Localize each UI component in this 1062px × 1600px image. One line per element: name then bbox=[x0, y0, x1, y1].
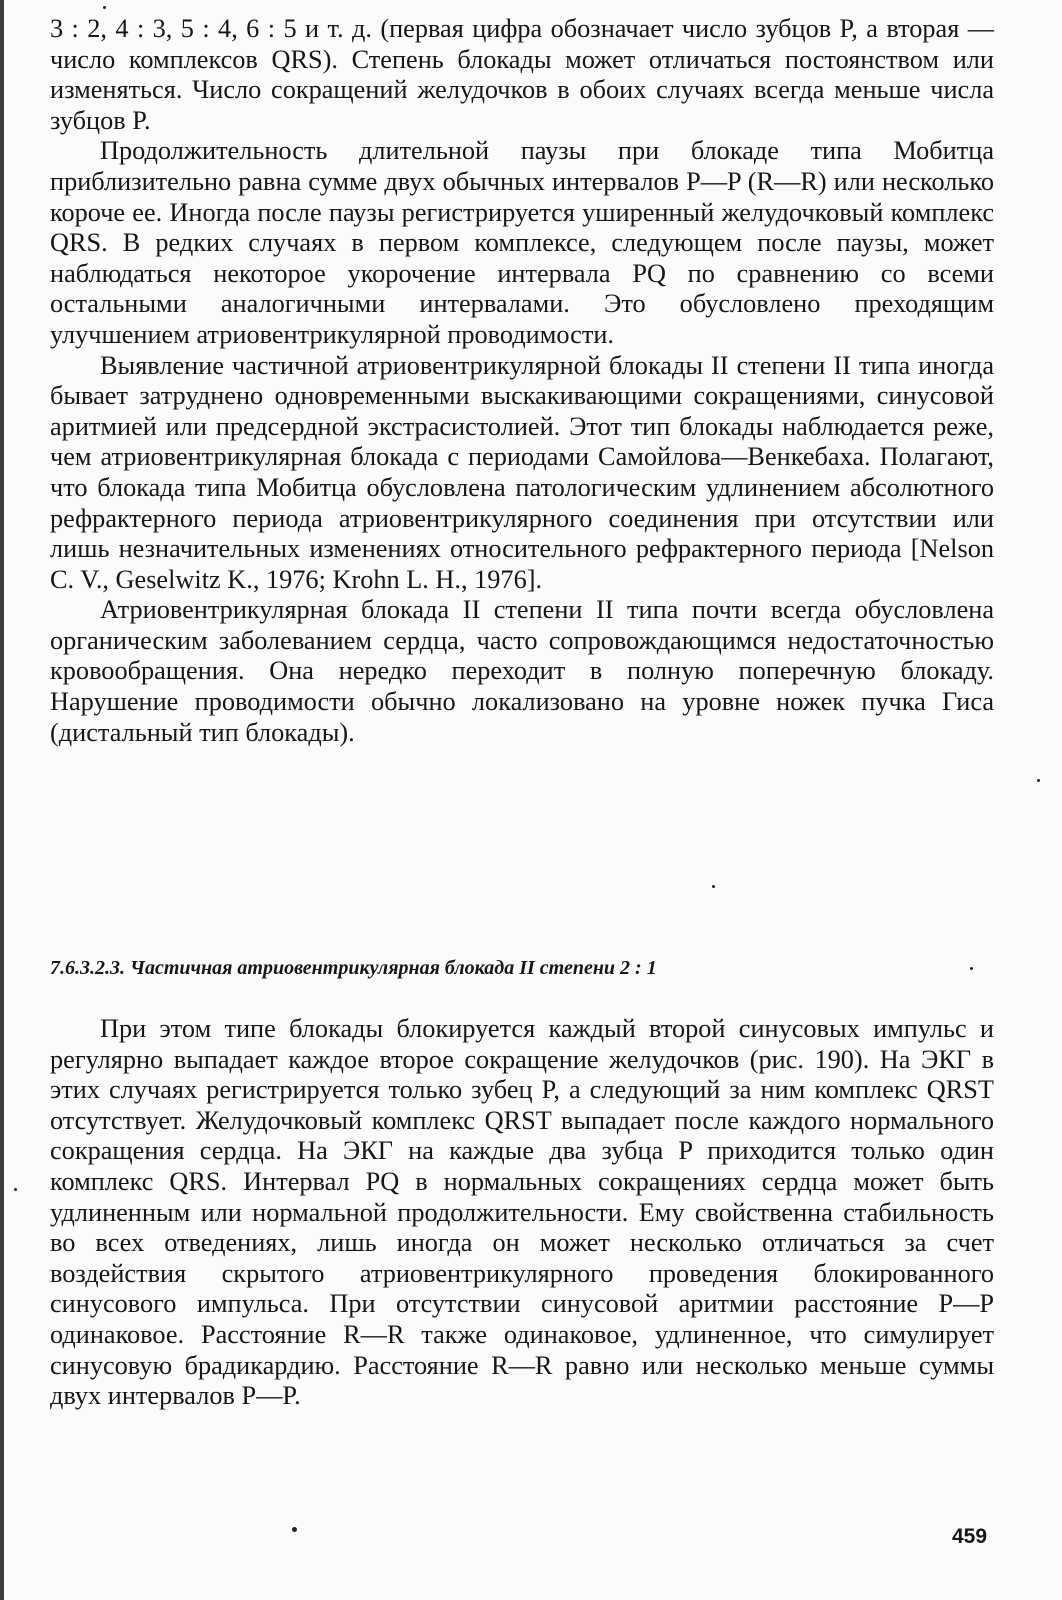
paragraph: Атриовентрикулярная блокада II степени II типа почти всегда обусловлена органическим заболеванием сердца, часто сопровождающимся недостаточностью кровообращения. Она нередко переходит в полную поперечную блокаду. Нарушение проводимости обычно локализовано на уровне ножек пучка Гиса (дистальный тип блокады). bbox=[50, 595, 994, 747]
paragraph: При этом типе блокады блокируется каждый второй синусовых импульс и регулярно выпадает каждое второе сокращение желудочков (рис. 190). На ЭКГ в этих случаях регистрируется только зубец P, а следующий за ним комплекс QRST отсутствует. Желудочковый комплекс QRST выпадает после каждого нормального сокращения сердца. На ЭКГ на каждые два зубца P приходится только один комплекс QRS. Интервал PQ в нормальных сокращениях сердца может быть удлиненным или нормальной продолжительности. Ему свойственна стабильность во всех отведениях, лишь иногда он может несколько отличаться за счет воздействия скрытого атриовентрикулярного проведения блокированного синусового импульса. При отсутствии синусовой аритмии расстояние P—P одинаковое. Расстояние R—R также одинаковое, удлиненное, что симулирует синусовую брадикардию. Расстояние R—R равно или несколько меньше суммы двух интервалов P—P. bbox=[50, 1014, 994, 1411]
text-block-bottom bbox=[50, 1014, 994, 1412]
text-block-top bbox=[50, 14, 994, 748]
scan-edge-shadow bbox=[0, 0, 4, 1600]
paragraph: Продолжительность длительной паузы при блокаде типа Мобитца приблизительно равна сумме двух обычных интервалов P—P (R—R) или несколько короче ее. Иногда после паузы регистрируется уширенный желудочковый комплекс QRS. В редких случаях в первом комплексе, следующем после паузы, может наблюдаться некоторое укорочение интервала PQ по сравнению со всеми остальными аналогичными интервалами. Это обусловлено преходящим улучшением атриовентрикулярной проводимости. bbox=[50, 136, 994, 349]
scan-speck bbox=[103, 6, 106, 9]
scan-speck bbox=[712, 885, 715, 888]
scan-speck bbox=[292, 1527, 297, 1532]
paragraph: Выявление частичной атриовентрикулярной блокады II степени II типа иногда бывает затруднено одновременными выскакивающими сокращениями, синусовой аритмией или предсердной экстрасистолией. Этот тип блокады наблюдается реже, чем атриовентрикулярная блокада с периодами Самойлова—Венкебаха. Полагают, что блокада типа Мобитца обусловлена патологическим удлинением абсолютного рефрактерного периода атриовентрикулярного соединения при отсутствии или лишь незначительных изменениях относительного рефрактерного периода [Nelson C. V., Geselwitz K., 1976; Krohn L. H., 1976]. bbox=[50, 350, 994, 594]
scan-speck bbox=[14, 1188, 17, 1191]
page-number: 459 bbox=[952, 1525, 988, 1548]
scan-speck bbox=[970, 967, 973, 970]
scan-speck bbox=[1037, 779, 1040, 782]
paragraph: 3 : 2, 4 : 3, 5 : 4, 6 : 5 и т. д. (первая цифра обозначает число зубцов P, а вторая — число комплексов QRS). Степень блокады может отличаться постоянством или изменяться. Число сокращений желудочков в обоих случаях всегда меньше числа зубцов P. bbox=[50, 14, 994, 135]
section-heading: 7.6.3.2.3. Частичная атриовентрикулярная блокада II степени 2 : 1 bbox=[50, 957, 657, 979]
